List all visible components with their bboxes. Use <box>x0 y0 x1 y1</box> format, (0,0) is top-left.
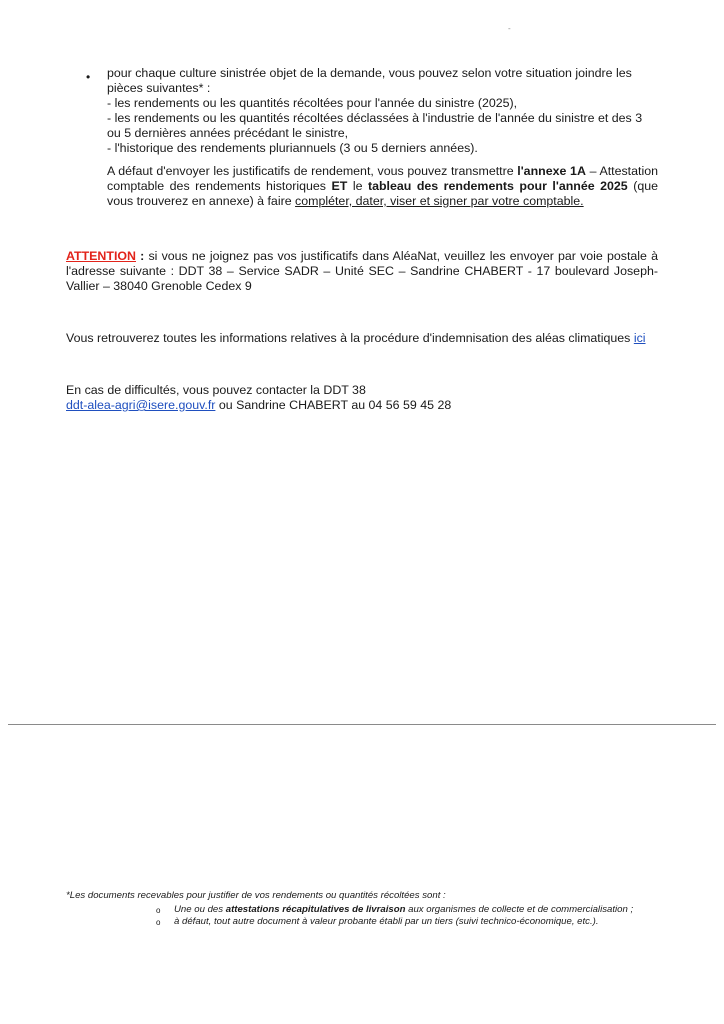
attention-colon: : <box>135 249 145 263</box>
info-text: Vous retrouverez toutes les informations relatives à la procédure d'indemnisation des aléas climatiques <box>66 331 634 345</box>
fallback-paragraph <box>107 164 658 209</box>
footnote-list <box>66 904 658 928</box>
footnote-intro: *Les documents recevables pour justifier de vos rendements ou quantités récoltées sont : <box>66 890 446 901</box>
bullet-intro: pour chaque culture sinistrée objet de la demande, vous pouvez selon votre situation joindre les pièces suivantes* : <box>107 66 632 95</box>
footnote-item-1-b: aux organismes de collecte et de commercialisation ; <box>405 904 634 915</box>
contact-email-link[interactable]: ddt-alea-agri@isere.gouv.fr <box>66 398 216 412</box>
fallback-part-1: A défaut d'envoyer les justificatifs de rendement, vous pouvez transmettre <box>107 164 518 178</box>
tableau-label: tableau des rendements pour l'année 2025 <box>367 179 628 193</box>
bullet-line-1: - les rendements ou les quantités récoltées pour l'année du sinistre (2025), <box>107 96 518 110</box>
footnote <box>66 890 658 928</box>
annex-1a-label: l'annexe 1A <box>517 164 586 178</box>
circle-bullet-icon: o <box>156 906 161 915</box>
fallback-part-4: (que vous trouverez en annexe) à faire <box>107 179 658 208</box>
separator-line <box>8 724 716 725</box>
footnote-item-1-bold: attestations récapitulatives de livraison <box>225 904 406 915</box>
attention-text: si vous ne joignez pas vos justificatifs dans AléaNat, veuillez les envoyer par voie postale à l'adresse suivante : DDT 38 – Service SADR – Unité SEC – Sandrine CHABERT - 17 boulevard Joseph-Vallier – 38040 Grenoble Cedex 9 <box>66 249 658 293</box>
contact-line-1: En cas de difficultés, vous pouvez contacter la DDT 38 <box>66 383 366 397</box>
bullet-paragraph <box>107 66 658 156</box>
contact-line-2: ou Sandrine CHABERT au 04 56 59 45 28 <box>215 398 452 412</box>
footnote-item-1-a: Une ou des <box>174 904 226 915</box>
footnote-item <box>156 904 658 916</box>
fallback-underlined: compléter, dater, viser et signer par votre comptable. <box>295 194 584 208</box>
et-label: ET <box>331 179 348 193</box>
page-mark: - <box>508 24 511 33</box>
bullet-line-3: - l'historique des rendements pluriannuels (3 ou 5 derniers années). <box>107 141 478 155</box>
footnote-item <box>156 916 658 928</box>
bullet-dot: • <box>86 70 91 84</box>
attention-paragraph <box>66 249 658 294</box>
bullet-line-2: - les rendements ou les quantités récoltées déclassées à l'industrie de l'année du sinistre et des 3 ou 5 dernières années précédant le sinistre, <box>107 111 643 140</box>
info-paragraph <box>66 331 658 346</box>
contact-paragraph <box>66 383 658 413</box>
fallback-part-3: le <box>347 179 368 193</box>
circle-bullet-icon: o <box>156 918 161 927</box>
info-link[interactable]: ici <box>633 331 646 345</box>
footnote-item-2: à défaut, tout autre document à valeur probante établi par un tiers (suivi technico-économique, etc.). <box>174 916 599 927</box>
attention-label: ATTENTION <box>66 249 136 263</box>
fallback-part-2: – Attestation comptable des rendements historiques <box>107 164 658 193</box>
